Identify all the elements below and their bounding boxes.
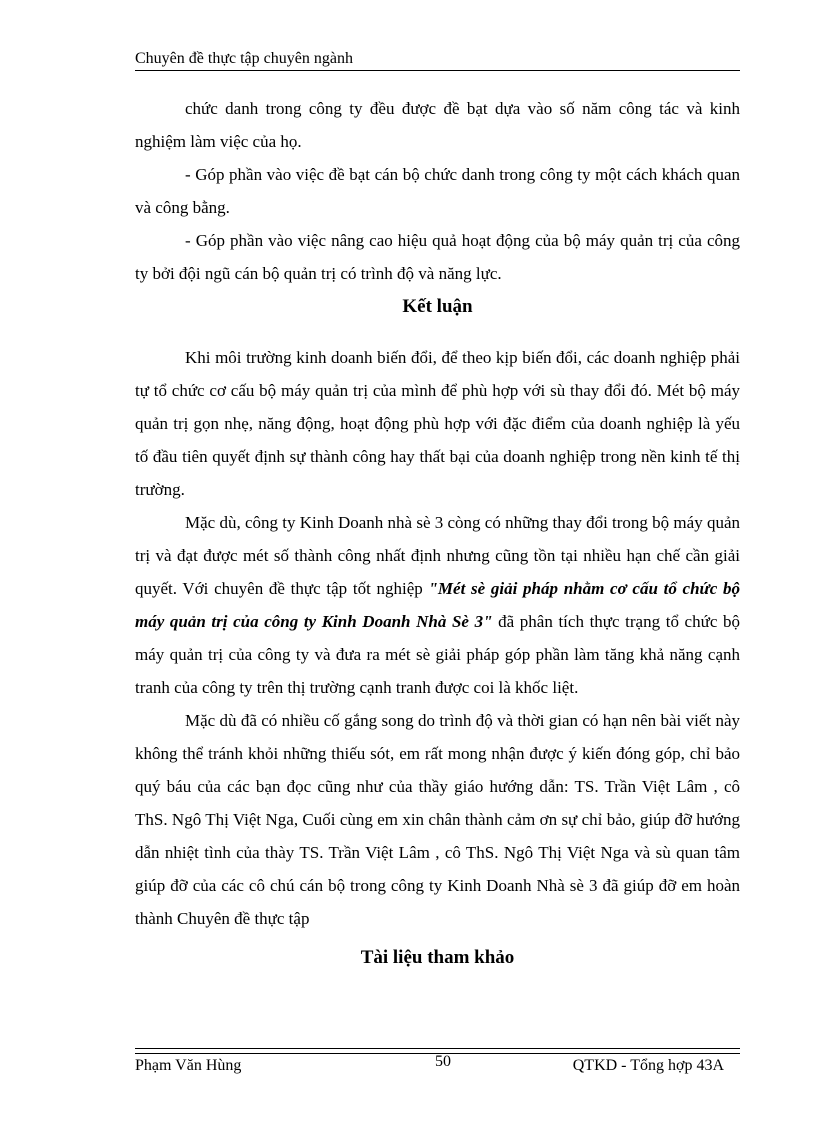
paragraph-conclusion-2-end: đã phân tích thực trạng tổ chức bộ máy quản trị của công ty và đưa ra mét sè giải pháp góp phần làm tăng khả năng cạnh tranh của công ty trên thị trường cạnh tranh được coi là khốc liệt. [135,612,740,697]
thesis-title: "Mét sè giải pháp nhằm cơ cấu tổ chức bộ máy quản trị của công ty Kinh Doanh Nhà Sè 3" [135,579,741,631]
heading-conclusion: Kết luận [402,296,473,317]
paragraph-conclusion-1: Khi môi trường kinh doanh biến đổi, để theo kịp biến đổi, các doanh nghiệp phải tự tổ chức cơ cấu bộ máy quản trị của mình để phù hợp với sù thay đổi đó. Mét bộ máy quản trị gọn nhẹ, năng động, hoạt động phù hợp với đặc điểm của doanh nghiệp là yếu tố đầu tiên quyết định sự thành công hay thất bại của doanh nghiệp trong nền kinh tế thị trường. [135,348,740,499]
page-header [135,50,740,71]
footer-author: Phạm Văn Hùng [135,1057,242,1074]
page-content [135,92,740,974]
paragraph-conclusion-2-start: Mặc dù, công ty Kinh Doanh nhà sè 3 còng có những thay đổi trong bộ máy quản trị và đạt được mét số thành công nhất định nhưng cũng tồn tại nhiều hạn chế cần giải quyết. Với chuyên đề thực tập tốt nghiệp [135,513,740,598]
header-title: Chuyên đề thực tập chuyên ngành [135,50,353,67]
paragraph-continuation: chức danh trong công ty đều được đề bạt dựa vào số năm công tác và kinh nghiệm làm việc của họ. [135,99,740,151]
heading-references: Tài liệu tham khảo [360,947,515,968]
footer-page-number: 50 [435,1053,451,1070]
paragraph-bullet-1: - Góp phần vào việc đề bạt cán bộ chức danh trong công ty một cách khách quan và công bằng. [135,165,740,217]
paragraph-conclusion-2 [135,506,740,704]
footer-class: QTKD - Tổng hợp 43A [572,1057,724,1074]
page-footer [135,1053,740,1077]
paragraph-acknowledgement: Mặc dù đã có nhiều cố gắng song do trình độ và thời gian có hạn nên bài viết này không thể tránh khỏi những thiếu sót, em rất mong nhận được ý kiến đóng góp, chỉ bảo quý báu của các bạn đọc cũng như của thầy giáo hướng dẫn: TS. Trần Việt Lâm , cô ThS. Ngô Thị Việt Nga, Cuối cùng em xin chân thành cảm ơn sự chỉ bảo, giúp đỡ hướng dẫn nhiệt tình của thày TS. Trần Việt Lâm , cô ThS. Ngô Thị Việt Nga và sù quan tâm giúp đỡ của các cô chú cán bộ trong công ty Kinh Doanh Nhà sè 3 đã giúp đỡ em hoàn thành Chuyên đề thực tập [135,711,740,928]
paragraph-bullet-2: - Góp phần vào việc nâng cao hiệu quả hoạt động của bộ máy quản trị của công ty bởi đội ngũ cán bộ quản trị có trình độ và năng lực. [135,231,740,283]
